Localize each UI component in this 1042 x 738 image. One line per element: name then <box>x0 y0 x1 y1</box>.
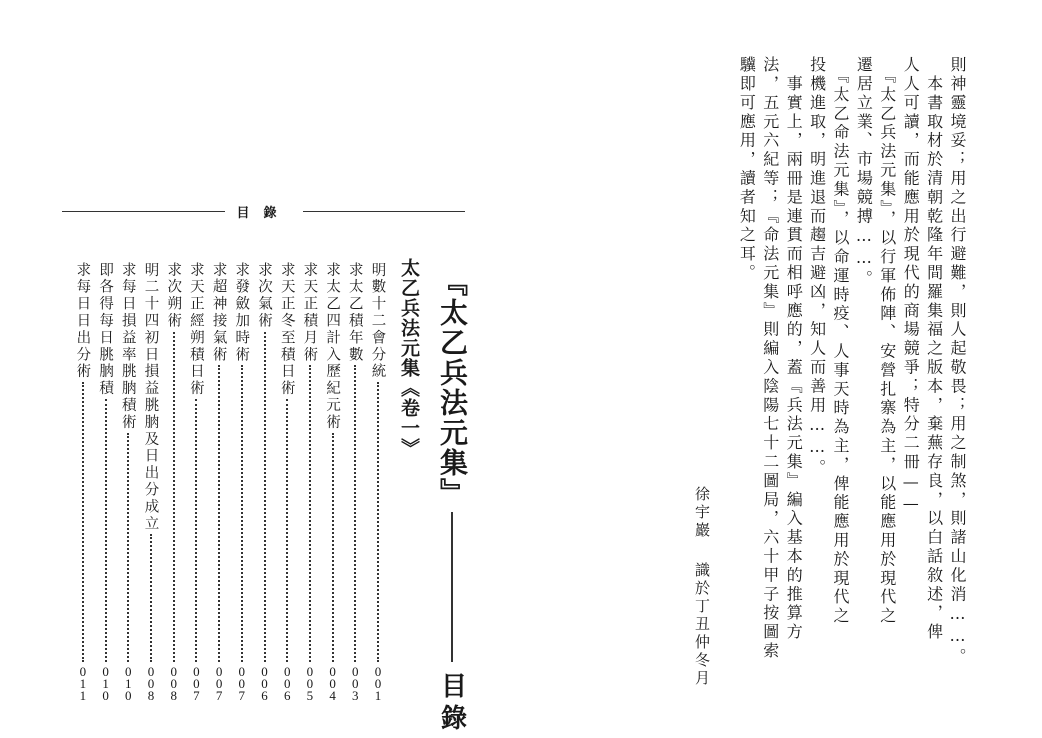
toc-entry-page: 007 <box>238 664 246 703</box>
text-column: 則神靈境妥；用之出行避難，則人起敬畏；用之制煞，則諸山化消……。 <box>948 56 967 667</box>
toc-entry <box>186 262 206 702</box>
toc-entry-title: 明二十四初日損益朓朒及日出分成立 <box>142 262 159 533</box>
toc-entry-page: 001 <box>374 664 382 703</box>
toc-header <box>62 202 465 220</box>
signature <box>692 486 713 688</box>
toc-entry-title: 即各得每日朓朒積 <box>97 262 114 398</box>
toc-entry-page: 007 <box>193 664 200 703</box>
dot-leader <box>150 534 152 662</box>
toc-entry-title: 求太乙四計入歷紀元術 <box>324 262 341 431</box>
toc-entry <box>209 262 229 702</box>
toc-header-label: 目錄 <box>236 205 291 221</box>
toc-entry-title: 求次氣術 <box>256 262 272 330</box>
toc-entry <box>300 262 320 702</box>
toc-entry <box>277 262 297 702</box>
toc-entry <box>118 262 138 702</box>
book-title-block <box>432 268 472 736</box>
text-column: 驥即可應用，讀者知之耳。 <box>737 56 757 283</box>
dot-leader <box>82 382 84 662</box>
header-rule-left <box>62 211 225 212</box>
toc-entry <box>345 262 365 702</box>
text-column: 遷居立業、市場競搏……。 <box>854 56 874 289</box>
text-column: 投機進取，明進退而趨吉避凶，知人而善用……。 <box>807 56 827 478</box>
preface-page <box>520 0 1042 738</box>
toc-entry-page: 011 <box>79 664 87 703</box>
toc-entry-page: 003 <box>352 664 359 703</box>
toc-entry <box>323 262 343 702</box>
dot-leader <box>354 365 356 662</box>
dot-leader <box>173 332 175 662</box>
title-dash <box>451 512 453 662</box>
text-column: 事實上，兩冊是連貫而相呼應的，蓋『兵法元集』編入基本的推算方 <box>784 56 804 642</box>
signature-name: 徐宇巖 <box>693 486 711 540</box>
text-column: 人人可讀，而能應用於現代的商場競爭；特分二冊—— <box>901 56 921 516</box>
book-title: 『太乙兵法元集』 <box>436 268 469 508</box>
dot-leader <box>309 365 311 662</box>
toc-entry-title: 求太乙積年數 <box>346 262 363 364</box>
signature-date: 識於丁丑仲冬月 <box>693 562 711 688</box>
dot-leader <box>127 433 129 662</box>
toc-entry-title: 求每日損益率朓朒積術 <box>119 262 136 431</box>
toc-entry <box>73 262 93 702</box>
toc-entry <box>368 262 388 702</box>
toc-entry <box>255 262 275 702</box>
dot-leader <box>332 433 334 662</box>
toc-entry <box>141 262 161 702</box>
toc-entry-page: 004 <box>329 664 336 703</box>
toc-entry <box>164 262 184 702</box>
toc-entry <box>232 262 252 702</box>
dot-leader <box>241 365 243 662</box>
dot-leader <box>195 399 197 662</box>
toc-entry <box>96 262 116 702</box>
toc-entry-title: 求天正經朔積日術 <box>187 262 204 398</box>
toc-entry-page: 006 <box>261 664 268 703</box>
toc-entry-page: 008 <box>147 664 155 703</box>
text-column: 本書取材於清朝乾隆年間羅集福之版本，棄蕪存良，以白話敘述，俾 <box>924 56 944 642</box>
toc-entry-title: 明數十二會分統 <box>369 262 386 381</box>
text-column: 『太乙兵法元集』，以行軍佈陣、安營扎寨為主，以能應用於現代之 <box>877 56 897 626</box>
dot-leader <box>286 399 288 662</box>
toc-entry-page: 010 <box>102 664 109 703</box>
toc-entry-title: 求超神接氣術 <box>210 262 227 364</box>
dot-leader <box>377 382 379 662</box>
table-of-contents-page <box>0 0 520 738</box>
text-column: 『太乙命法元集』，以命運時疫、人事天時為主，俾能應用於現代之 <box>831 56 850 626</box>
toc-entry-page: 005 <box>306 664 314 703</box>
volume-heading: 太乙兵法元集《卷一》 <box>398 258 420 458</box>
dot-leader <box>105 399 107 662</box>
toc-entry-page: 008 <box>170 664 177 703</box>
toc-entry-title: 求次朔術 <box>165 262 182 330</box>
header-rule-right <box>303 211 466 212</box>
dot-leader <box>264 332 266 662</box>
dot-leader <box>218 365 220 662</box>
toc-entry-page: 006 <box>283 664 291 703</box>
text-column: 法，五元六紀等；『命法元集』則編入陰陽七十二圖局，六十甲子按圖索 <box>760 56 780 661</box>
toc-entry-title: 求天正積月術 <box>301 262 318 364</box>
title-suffix: 目錄 <box>436 672 467 736</box>
toc-entry-title: 求天正冬至積日術 <box>278 262 295 398</box>
toc-entry-page: 010 <box>125 664 132 703</box>
toc-entry-page: 007 <box>215 664 223 703</box>
toc-entry-title: 求發斂加時術 <box>233 262 250 364</box>
toc-entry-title: 求每日日出分術 <box>74 262 91 381</box>
